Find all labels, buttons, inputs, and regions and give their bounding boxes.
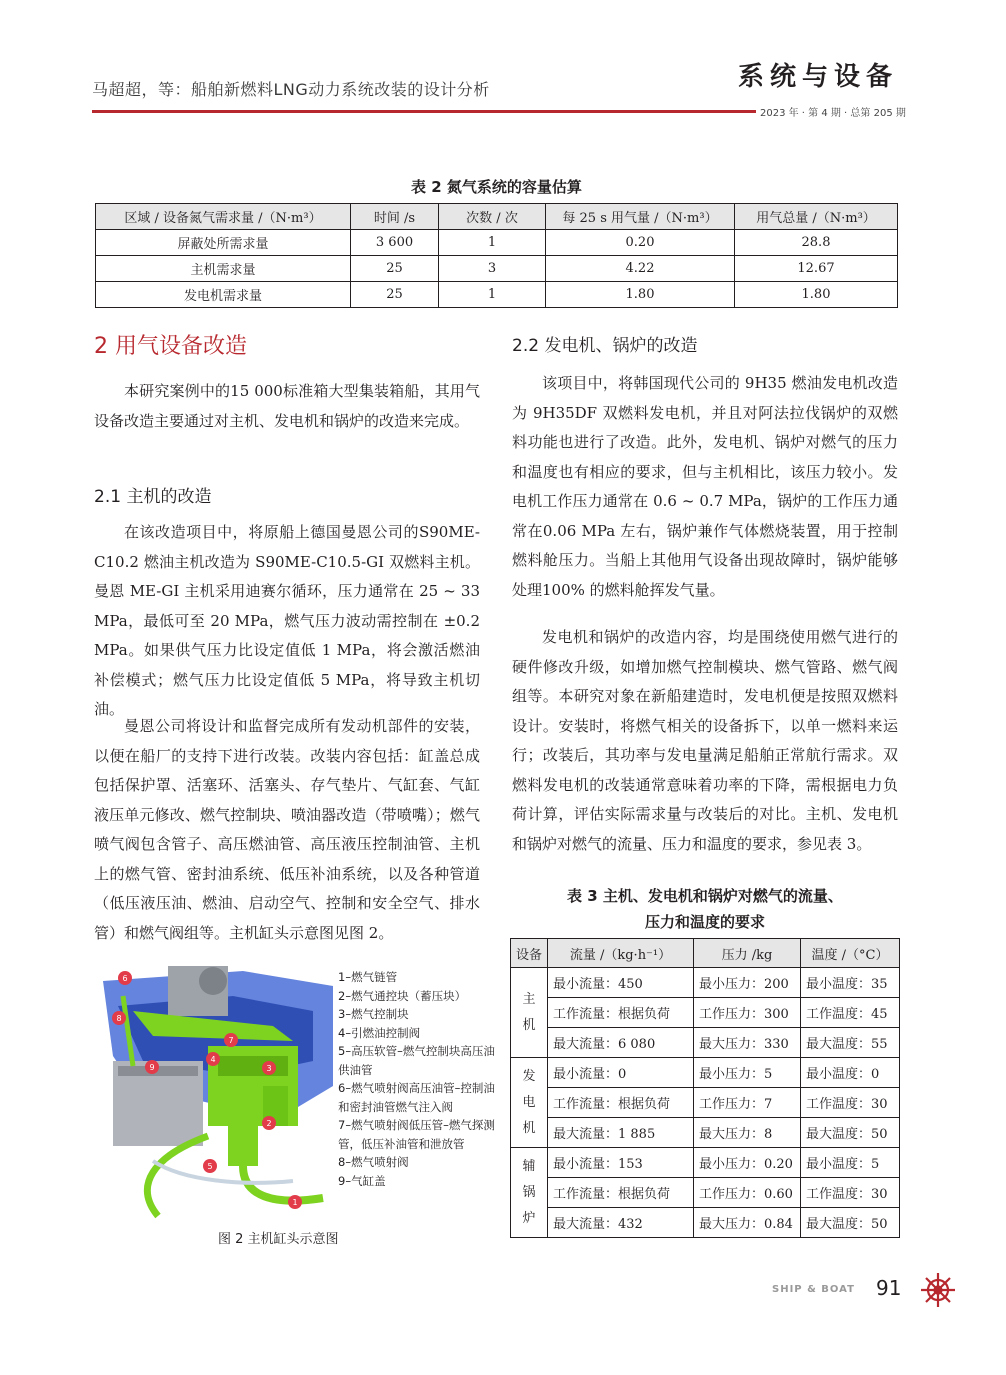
table-cell: 最大流量：1 885 [548, 1118, 694, 1148]
table-cell: 3 [439, 256, 546, 282]
table-cell: 工作温度：30 [801, 1178, 900, 1208]
table-cell: 28.8 [735, 230, 898, 256]
legend-item: 2–燃气通控块（蓄压块） [338, 988, 467, 1003]
table-header-cell: 流量 /（kg·h⁻¹） [548, 939, 694, 968]
cylinder-head-figure [93, 966, 333, 1221]
page-number: 91 [876, 1276, 902, 1300]
group-label: 辅 锅 炉 [522, 1158, 536, 1226]
table-cell: 工作流量：根据负荷 [548, 1178, 694, 1208]
table-cell: 主机需求量 [96, 256, 351, 282]
paragraph: 该项目中，将韩国现代公司的 9H35 燃油发电机改造为 9H35DF 双燃料发电机，并且对阿法拉伐锅炉的双燃料功能也进行了改造。此外，发电机、锅炉对燃气的压力和温度也有相应的要求，但与主机相比，该压力较小。发电机工作压力通常在 0.6 ~ 0.7 MPa，锅炉的工作压力通常在0.06 MPa 左右，锅炉兼作气体燃烧装置，用于控制燃料舱压力。当船上其他用气设备出现故障时，锅炉能够处理100% 的燃料舱挥发气量。 [512, 374, 898, 599]
table-cell: 工作流量：根据负荷 [548, 1088, 694, 1118]
table-cell: 工作压力：0.60 [694, 1178, 801, 1208]
group-label: 发 电 机 [522, 1068, 536, 1136]
table-cell: 最大温度：55 [801, 1028, 900, 1058]
figure-marker: 7 [228, 1036, 234, 1045]
table-cell: 1 [439, 230, 546, 256]
legend-item: 3–燃气控制块 [338, 1007, 409, 1021]
table-row [511, 1148, 900, 1178]
table-header-cell: 区域 / 设备氮气需求量 /（N·m³） [96, 204, 351, 230]
table-cell: 3 600 [351, 230, 439, 256]
table-cell: 最大温度：50 [801, 1118, 900, 1148]
table-cell: 最小温度：35 [801, 968, 900, 998]
table-header-cell: 次数 / 次 [439, 204, 546, 230]
table-cell: 最小流量：153 [548, 1148, 694, 1178]
table-cell: 1 [439, 282, 546, 308]
table-cell: 工作压力：7 [694, 1088, 801, 1118]
table-cell: 工作温度：45 [801, 998, 900, 1028]
table3-caption-line1: 表 3 主机、发电机和锅炉对燃气的流量、 [567, 887, 843, 905]
table-cell: 最大压力：0.84 [694, 1208, 801, 1238]
table-row [511, 1208, 900, 1238]
legend-item: 9–气缸盖 [338, 1173, 386, 1188]
table-cell: 最小温度：0 [801, 1058, 900, 1088]
legend-item: 6–燃气喷射阀高压油管–控制油和密封油管燃气注入阀 [338, 1081, 495, 1114]
table-header-cell: 温度 /（°C） [801, 939, 900, 968]
table-cell: 25 [351, 282, 439, 308]
table-header-cell: 每 25 s 用气量 /（N·m³） [546, 204, 735, 230]
table-cell: 发电机需求量 [96, 282, 351, 308]
table-header-row [96, 204, 898, 230]
figure-marker: 3 [266, 1064, 272, 1073]
table-row [511, 1028, 900, 1058]
figure-marker: 4 [210, 1055, 216, 1064]
table-row [511, 968, 900, 998]
table-cell: 屏蔽处所需求量 [96, 230, 351, 256]
legend-item: 4–引燃油控制阀 [338, 1025, 421, 1040]
figure-caption: 图 2 主机缸头示意图 [218, 1232, 339, 1247]
paragraph: 曼恩公司将设计和监督完成所有发动机部件的安装，以便在船厂的支持下进行改装。改装内容包括：缸盖总成包括保护罩、活塞环、活塞头、存气垫片、气缸套、气缸液压单元修改、燃气控制块、喷油器改造（带喷嘴）；燃气喷气阀包含管子、高压燃油管、高压液压控制油管、主机上的燃气管、密封油系统、低压补油系统，以及各种管道（低压液压油、燃油、启动空气、控制和安全空气、排水管）和燃气阀组等。主机缸头示意图见图 2。 [94, 717, 480, 942]
table-row [96, 256, 898, 282]
table-cell: 工作温度：30 [801, 1088, 900, 1118]
table-cell: 0.20 [546, 230, 735, 256]
table-cell: 25 [351, 256, 439, 282]
table-row [511, 1178, 900, 1208]
table-row [511, 1058, 900, 1088]
table-header-row [511, 939, 900, 968]
figure-marker: 5 [207, 1162, 213, 1171]
table3-caption-line2: 压力和温度的要求 [644, 913, 765, 931]
table-row [511, 1088, 900, 1118]
table-cell: 最大流量：6 080 [548, 1028, 694, 1058]
table-cell: 1.80 [735, 282, 898, 308]
subsection-title: 2.1 主机的改造 [94, 487, 212, 507]
table-cell: 最大温度：50 [801, 1208, 900, 1238]
table-cell: 工作流量：根据负荷 [548, 998, 694, 1028]
ship-wheel-icon [920, 1272, 956, 1308]
figure-marker: 9 [149, 1063, 155, 1072]
table-header-cell: 用气总量 /（N·m³） [735, 204, 898, 230]
table-cell: 1.80 [546, 282, 735, 308]
brand-label: SHIP & BOAT [772, 1284, 855, 1295]
table-cell: 最小流量：0 [548, 1058, 694, 1088]
table-header-cell: 压力 /kg [694, 939, 801, 968]
table-row [511, 998, 900, 1028]
legend-item: 1–燃气链管 [338, 970, 398, 984]
table-cell: 最大压力：8 [694, 1118, 801, 1148]
table-row [96, 230, 898, 256]
section-title: 2 用气设备改造 [94, 334, 247, 359]
header-rule [92, 110, 756, 113]
paragraph: 发电机和锅炉的改造内容，均是围绕使用燃气进行的硬件修改升级，如增加燃气控制模块、燃气管路、燃气阀组等。本研究对象在新船建造时，发电机便是按照双燃料设计。安装时，将燃气相关的设备拆下，以单一燃料来运行；改装后，其功率与发电量满足船舶正常航行需求。双燃料发电机的改装通常意味着功率的下降，需根据电力负荷计算，评估实际需求量与改装后的对比。主机、发电机和锅炉对燃气的流量、压力和温度的要求，参见表 3。 [512, 628, 898, 853]
running-title: 马超超，等：船舶新燃料LNG动力系统改装的设计分析 [92, 80, 490, 99]
issue-info: 2023 年 · 第 4 期 · 总第 205 期 [760, 108, 906, 119]
table-header-cell: 时间 /s [351, 204, 439, 230]
column-title: 系统与设备 [737, 62, 898, 92]
group-cell [511, 1058, 548, 1148]
table-row [511, 1118, 900, 1148]
table-cell: 4.22 [546, 256, 735, 282]
paragraph: 在该改造项目中，将原船上德国曼恩公司的S90ME-C10.2 燃油主机改造为 S90ME-C10.5-GI 双燃料主机。曼恩 ME-GI 主机采用迪赛尔循环，压力通常在 25 ~ 33 MPa，最低可至 20 MPa，燃气压力波动需控制在 ±0.2 MPa。如果供气压力比设定值低 1 MPa，将会激活燃油补偿模式；燃气压力比设定值低 5 MPa，将导致主机切油。 [94, 523, 480, 718]
table-cell: 工作压力：300 [694, 998, 801, 1028]
table-cell: 最大流量：432 [548, 1208, 694, 1238]
table3 [510, 938, 900, 1238]
table-cell: 最小流量：450 [548, 968, 694, 998]
legend-item: 5–高压软管–燃气控制块高压油供油管 [338, 1044, 495, 1077]
table-cell: 最小压力：0.20 [694, 1148, 801, 1178]
legend-item: 8–燃气喷射阀 [338, 1155, 409, 1169]
legend-item: 7–燃气喷射阀低压管–燃气探测管，低压补油管和泄放管 [338, 1118, 495, 1151]
section-intro: 本研究案例中的15 000标准箱大型集装箱船，其用气设备改造主要通过对主机、发电机和锅炉的改造来完成。 [94, 382, 480, 430]
figure-marker: 1 [292, 1198, 298, 1207]
table2-caption: 表 2 氮气系统的容量估算 [411, 178, 582, 196]
figure-marker: 2 [266, 1119, 272, 1128]
figure-marker: 6 [122, 974, 128, 983]
table2 [95, 203, 898, 308]
table-row [96, 282, 898, 308]
table-cell: 最小压力：200 [694, 968, 801, 998]
group-cell [511, 968, 548, 1058]
table-cell: 12.67 [735, 256, 898, 282]
subsection-title: 2.2 发电机、锅炉的改造 [512, 336, 698, 356]
group-cell [511, 1148, 548, 1238]
figure-legend [338, 968, 498, 1190]
figure-marker: 8 [116, 1014, 122, 1023]
table-cell: 最小温度：5 [801, 1148, 900, 1178]
table-header-cell: 设备 [511, 939, 548, 968]
table-cell: 最小压力：5 [694, 1058, 801, 1088]
group-label: 主 机 [522, 991, 536, 1033]
table-cell: 最大压力：330 [694, 1028, 801, 1058]
